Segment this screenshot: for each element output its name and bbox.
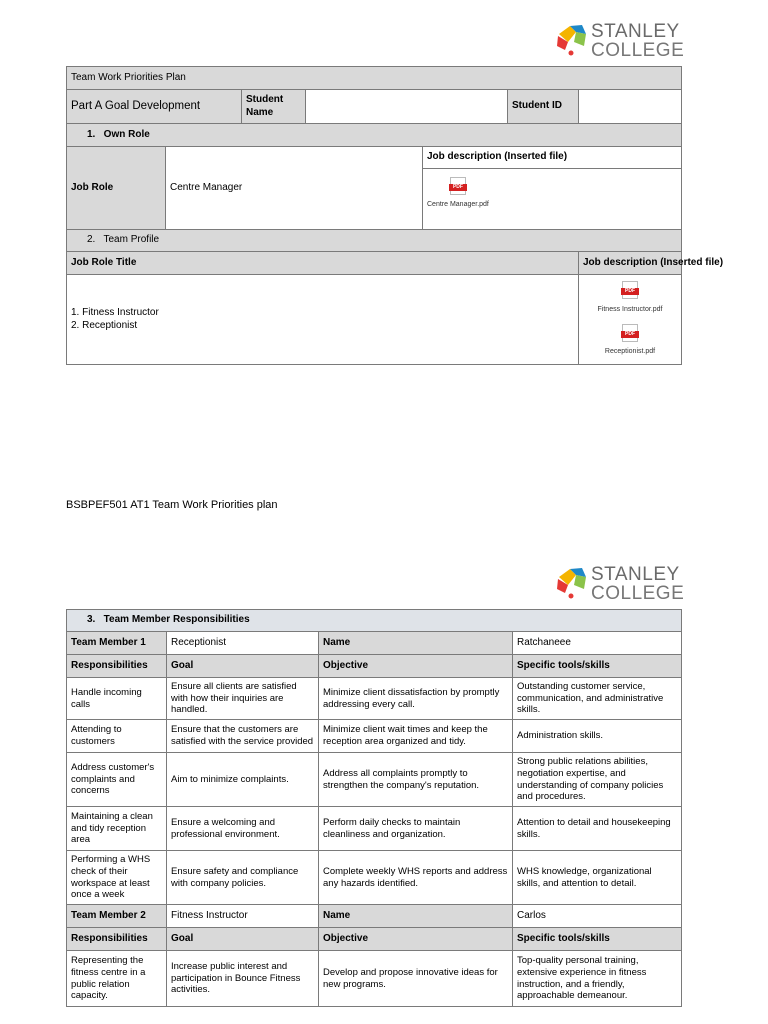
responsibility-cell: Address customer's complaints and concerns [67,753,167,807]
student-id-field[interactable] [579,90,682,124]
goal-cell: Ensure safety and compliance with company policies. [167,851,319,905]
logo-text-stanley: STANLEY [591,564,680,585]
team-profile-heading: 2. Team Profile [67,230,682,252]
goal-cell: Ensure that the customers are satisfied with the service provided [167,720,319,753]
stanley-college-logo [556,21,685,62]
job-role-value: Centre Manager [166,147,423,230]
table-row [67,951,682,1007]
tools-cell: Administration skills. [513,720,682,753]
objective-cell: Perform daily checks to maintain cleanliness and organization. [319,807,513,851]
objective-cell: Minimize client wait times and keep the reception area organized and tidy. [319,720,513,753]
responsibilities-header: Responsibilities [67,928,167,951]
stanley-college-logo [556,564,685,605]
part-a-label: Part A Goal Development [67,90,242,124]
tools-cell: Strong public relations abilities, negotiation expertise, and understanding of company policies and procedures. [513,753,682,807]
student-id-label: Student ID [508,90,579,124]
name-label: Name [319,632,513,655]
stanley-logo-icon [556,565,590,601]
pdf-icon: PDF [450,177,466,195]
objective-header: Objective [319,928,513,951]
pdf-icon: PDF [622,281,638,299]
job-role-label: Job Role [67,147,166,230]
responsibility-cell: Representing the fitness centre in a public relation capacity. [67,951,167,1007]
responsibility-cell: Attending to customers [67,720,167,753]
pdf-icon: PDF [622,324,638,342]
goal-cell: Ensure all clients are satisfied with how their inquiries are handled. [167,678,319,720]
own-role-heading: 1. Own Role [67,124,682,147]
team-member-1-role: Receptionist [167,632,319,655]
objective-cell: Address all complaints promptly to strengthen the company's reputation. [319,753,513,807]
objective-cell: Complete weekly WHS reports and address any hazards identified. [319,851,513,905]
table-row [67,678,682,720]
job-description-label: Job description (Inserted file) [423,147,682,169]
page-footer: BSBPEF501 AT1 Team Work Priorities plan [66,499,278,511]
responsibility-cell: Maintaining a clean and tidy reception area [67,807,167,851]
responsibilities-header: Responsibilities [67,655,167,678]
team-role-item: 2. Receptionist [71,319,138,331]
fitness-instructor-pdf[interactable] [598,281,663,314]
responsibility-cell: Performing a WHS check of their workspace at least once a week [67,851,167,905]
table-row [67,807,682,851]
tools-cell: WHS knowledge, organizational skills, and attention to detail. [513,851,682,905]
name-label: Name [319,905,513,928]
goal-cell: Increase public interest and participation in Bounce Fitness activities. [167,951,319,1007]
stanley-logo-icon [556,22,590,58]
tools-cell: Attention to detail and housekeeping skills. [513,807,682,851]
table-row [67,720,682,753]
job-description-cell [423,169,682,230]
team-member-1-label: Team Member 1 [67,632,167,655]
team-member-responsibilities-table [66,609,682,1007]
team-roles-cell [67,275,579,365]
file-name: Fitness Instructor.pdf [597,305,663,313]
logo-text-stanley: STANLEY [591,21,680,42]
logo-text-college: COLLEGE [591,40,685,61]
team-member-2-role: Fitness Instructor [167,905,319,928]
plan-title: Team Work Priorities Plan [67,67,682,90]
job-role-title-label: Job Role Title [67,252,579,275]
tools-header: Specific tools/skills [513,928,682,951]
team-job-description-label: Job description (Inserted file) [579,252,682,275]
goal-header: Goal [167,928,319,951]
tools-cell: Top-quality personal training, extensive experience in fitness instruction, and a friendly, approachable demeanour. [513,951,682,1007]
team-role-item: 1. Fitness Instructor [71,307,159,319]
logo-text-college: COLLEGE [591,583,685,604]
student-name-label: Student Name [242,90,306,124]
responsibilities-heading: 3. Team Member Responsibilities [67,610,682,632]
table-row [67,753,682,807]
goal-header: Goal [167,655,319,678]
file-name: Centre Manager.pdf [427,201,489,209]
team-work-priorities-table [66,66,724,365]
responsibility-cell: Handle incoming calls [67,678,167,720]
receptionist-pdf[interactable] [605,324,655,357]
file-name: Receptionist.pdf [604,348,656,356]
team-member-1-name: Ratchaneee [513,632,682,655]
table-row [67,851,682,905]
team-member-2-label: Team Member 2 [67,905,167,928]
tools-header: Specific tools/skills [513,655,682,678]
objective-header: Objective [319,655,513,678]
centre-manager-pdf[interactable] [427,177,489,210]
objective-cell: Minimize client dissatisfaction by promptly addressing every call. [319,678,513,720]
team-files-cell [579,275,682,365]
goal-cell: Ensure a welcoming and professional environment. [167,807,319,851]
tools-cell: Outstanding customer service, communication, and administrative skills. [513,678,682,720]
objective-cell: Develop and propose innovative ideas for new programs. [319,951,513,1007]
student-name-field[interactable] [306,90,508,124]
goal-cell: Aim to minimize complaints. [167,753,319,807]
team-member-2-name: Carlos [513,905,682,928]
